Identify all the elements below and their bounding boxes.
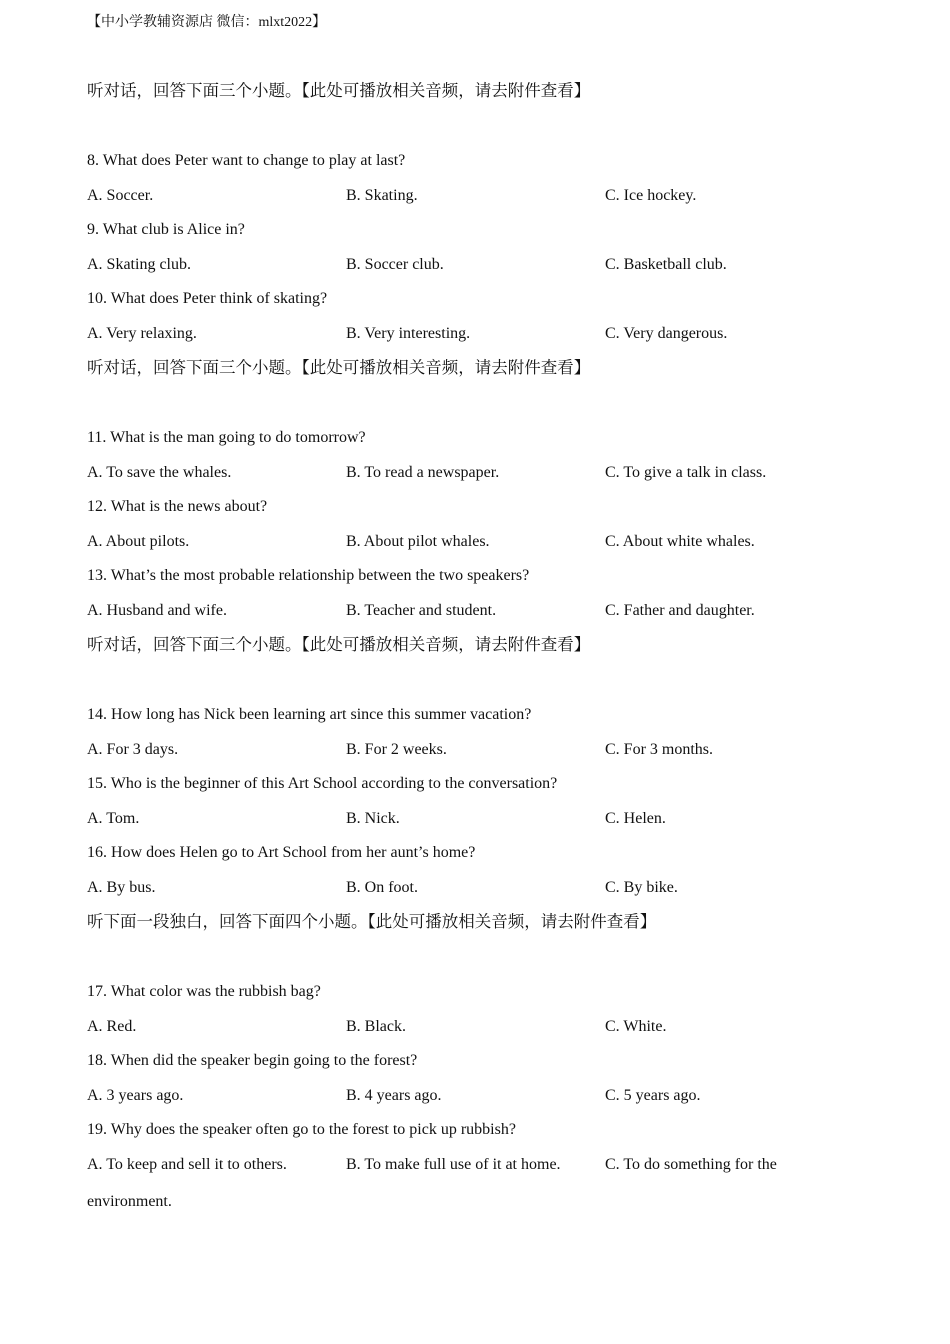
option-a: A. Very relaxing. bbox=[87, 325, 197, 342]
question-text: 18. When did the speaker begin going to the forest? bbox=[87, 1052, 418, 1069]
option-a: A. About pilots. bbox=[87, 533, 190, 550]
question-text: 11. What is the man going to do tomorrow? bbox=[87, 429, 366, 446]
section-instruction: 听对话，回答下面三个小题。【此处可播放相关音频，请去附件查看】 bbox=[87, 635, 591, 654]
question-text: 12. What is the news about? bbox=[87, 498, 268, 515]
option-a: A. Husband and wife. bbox=[87, 602, 227, 619]
option-a: A. For 3 days. bbox=[87, 741, 179, 758]
option-a: A. Soccer. bbox=[87, 187, 154, 204]
option-b: B. Very interesting. bbox=[346, 325, 471, 342]
option-b: B. Nick. bbox=[346, 810, 400, 827]
section-instruction: 听下面一段独白，回答下面四个小题。【此处可播放相关音频，请去附件查看】 bbox=[87, 912, 657, 931]
question-text: 17. What color was the rubbish bag? bbox=[87, 983, 321, 1000]
option-c: C. Ice hockey. bbox=[605, 187, 697, 204]
option-a: A. 3 years ago. bbox=[87, 1087, 184, 1104]
option-a: A. Tom. bbox=[87, 810, 140, 827]
option-a: A. To keep and sell it to others. bbox=[87, 1156, 287, 1173]
option-b: B. Teacher and student. bbox=[346, 602, 497, 619]
question-text: 13. What’s the most probable relationship between the two speakers? bbox=[87, 567, 530, 584]
option-c: C. About white whales. bbox=[605, 533, 755, 550]
option-c: C. 5 years ago. bbox=[605, 1087, 701, 1104]
option-b: B. On foot. bbox=[346, 879, 418, 896]
option-c: C. To give a talk in class. bbox=[605, 464, 767, 481]
option-c-continuation: environment. bbox=[87, 1193, 172, 1210]
option-c: C. By bike. bbox=[605, 879, 678, 896]
page-header: 【中小学教辅资源店 微信：mlxt2022】 bbox=[87, 15, 327, 30]
option-b: B. Soccer club. bbox=[346, 256, 444, 273]
question-text: 19. Why does the speaker often go to the forest to pick up rubbish? bbox=[87, 1121, 516, 1138]
option-a: A. Skating club. bbox=[87, 256, 191, 273]
option-a: A. By bus. bbox=[87, 879, 156, 896]
option-c: C. Basketball club. bbox=[605, 256, 727, 273]
option-c: C. To do something for the bbox=[605, 1156, 777, 1173]
option-b: B. Skating. bbox=[346, 187, 418, 204]
option-c: C. Helen. bbox=[605, 810, 666, 827]
question-text: 9. What club is Alice in? bbox=[87, 221, 245, 238]
option-b: B. 4 years ago. bbox=[346, 1087, 442, 1104]
question-text: 8. What does Peter want to change to play at last? bbox=[87, 152, 406, 169]
option-b: B. Black. bbox=[346, 1018, 406, 1035]
option-a: A. To save the whales. bbox=[87, 464, 232, 481]
option-a: A. Red. bbox=[87, 1018, 137, 1035]
option-c: C. For 3 months. bbox=[605, 741, 714, 758]
question-text: 10. What does Peter think of skating? bbox=[87, 290, 328, 307]
section-instruction: 听对话，回答下面三个小题。【此处可播放相关音频，请去附件查看】 bbox=[87, 358, 591, 377]
option-b: B. To read a newspaper. bbox=[346, 464, 500, 481]
section-instruction: 听对话，回答下面三个小题。【此处可播放相关音频，请去附件查看】 bbox=[87, 81, 591, 100]
question-text: 15. Who is the beginner of this Art School according to the conversation? bbox=[87, 775, 558, 792]
option-b: B. About pilot whales. bbox=[346, 533, 490, 550]
question-text: 16. How does Helen go to Art School from her aunt’s home? bbox=[87, 844, 476, 861]
option-b: B. For 2 weeks. bbox=[346, 741, 447, 758]
question-text: 14. How long has Nick been learning art since this summer vacation? bbox=[87, 706, 532, 723]
option-c: C. Very dangerous. bbox=[605, 325, 728, 342]
option-c: C. White. bbox=[605, 1018, 667, 1035]
option-c: C. Father and daughter. bbox=[605, 602, 755, 619]
option-b: B. To make full use of it at home. bbox=[346, 1156, 561, 1173]
